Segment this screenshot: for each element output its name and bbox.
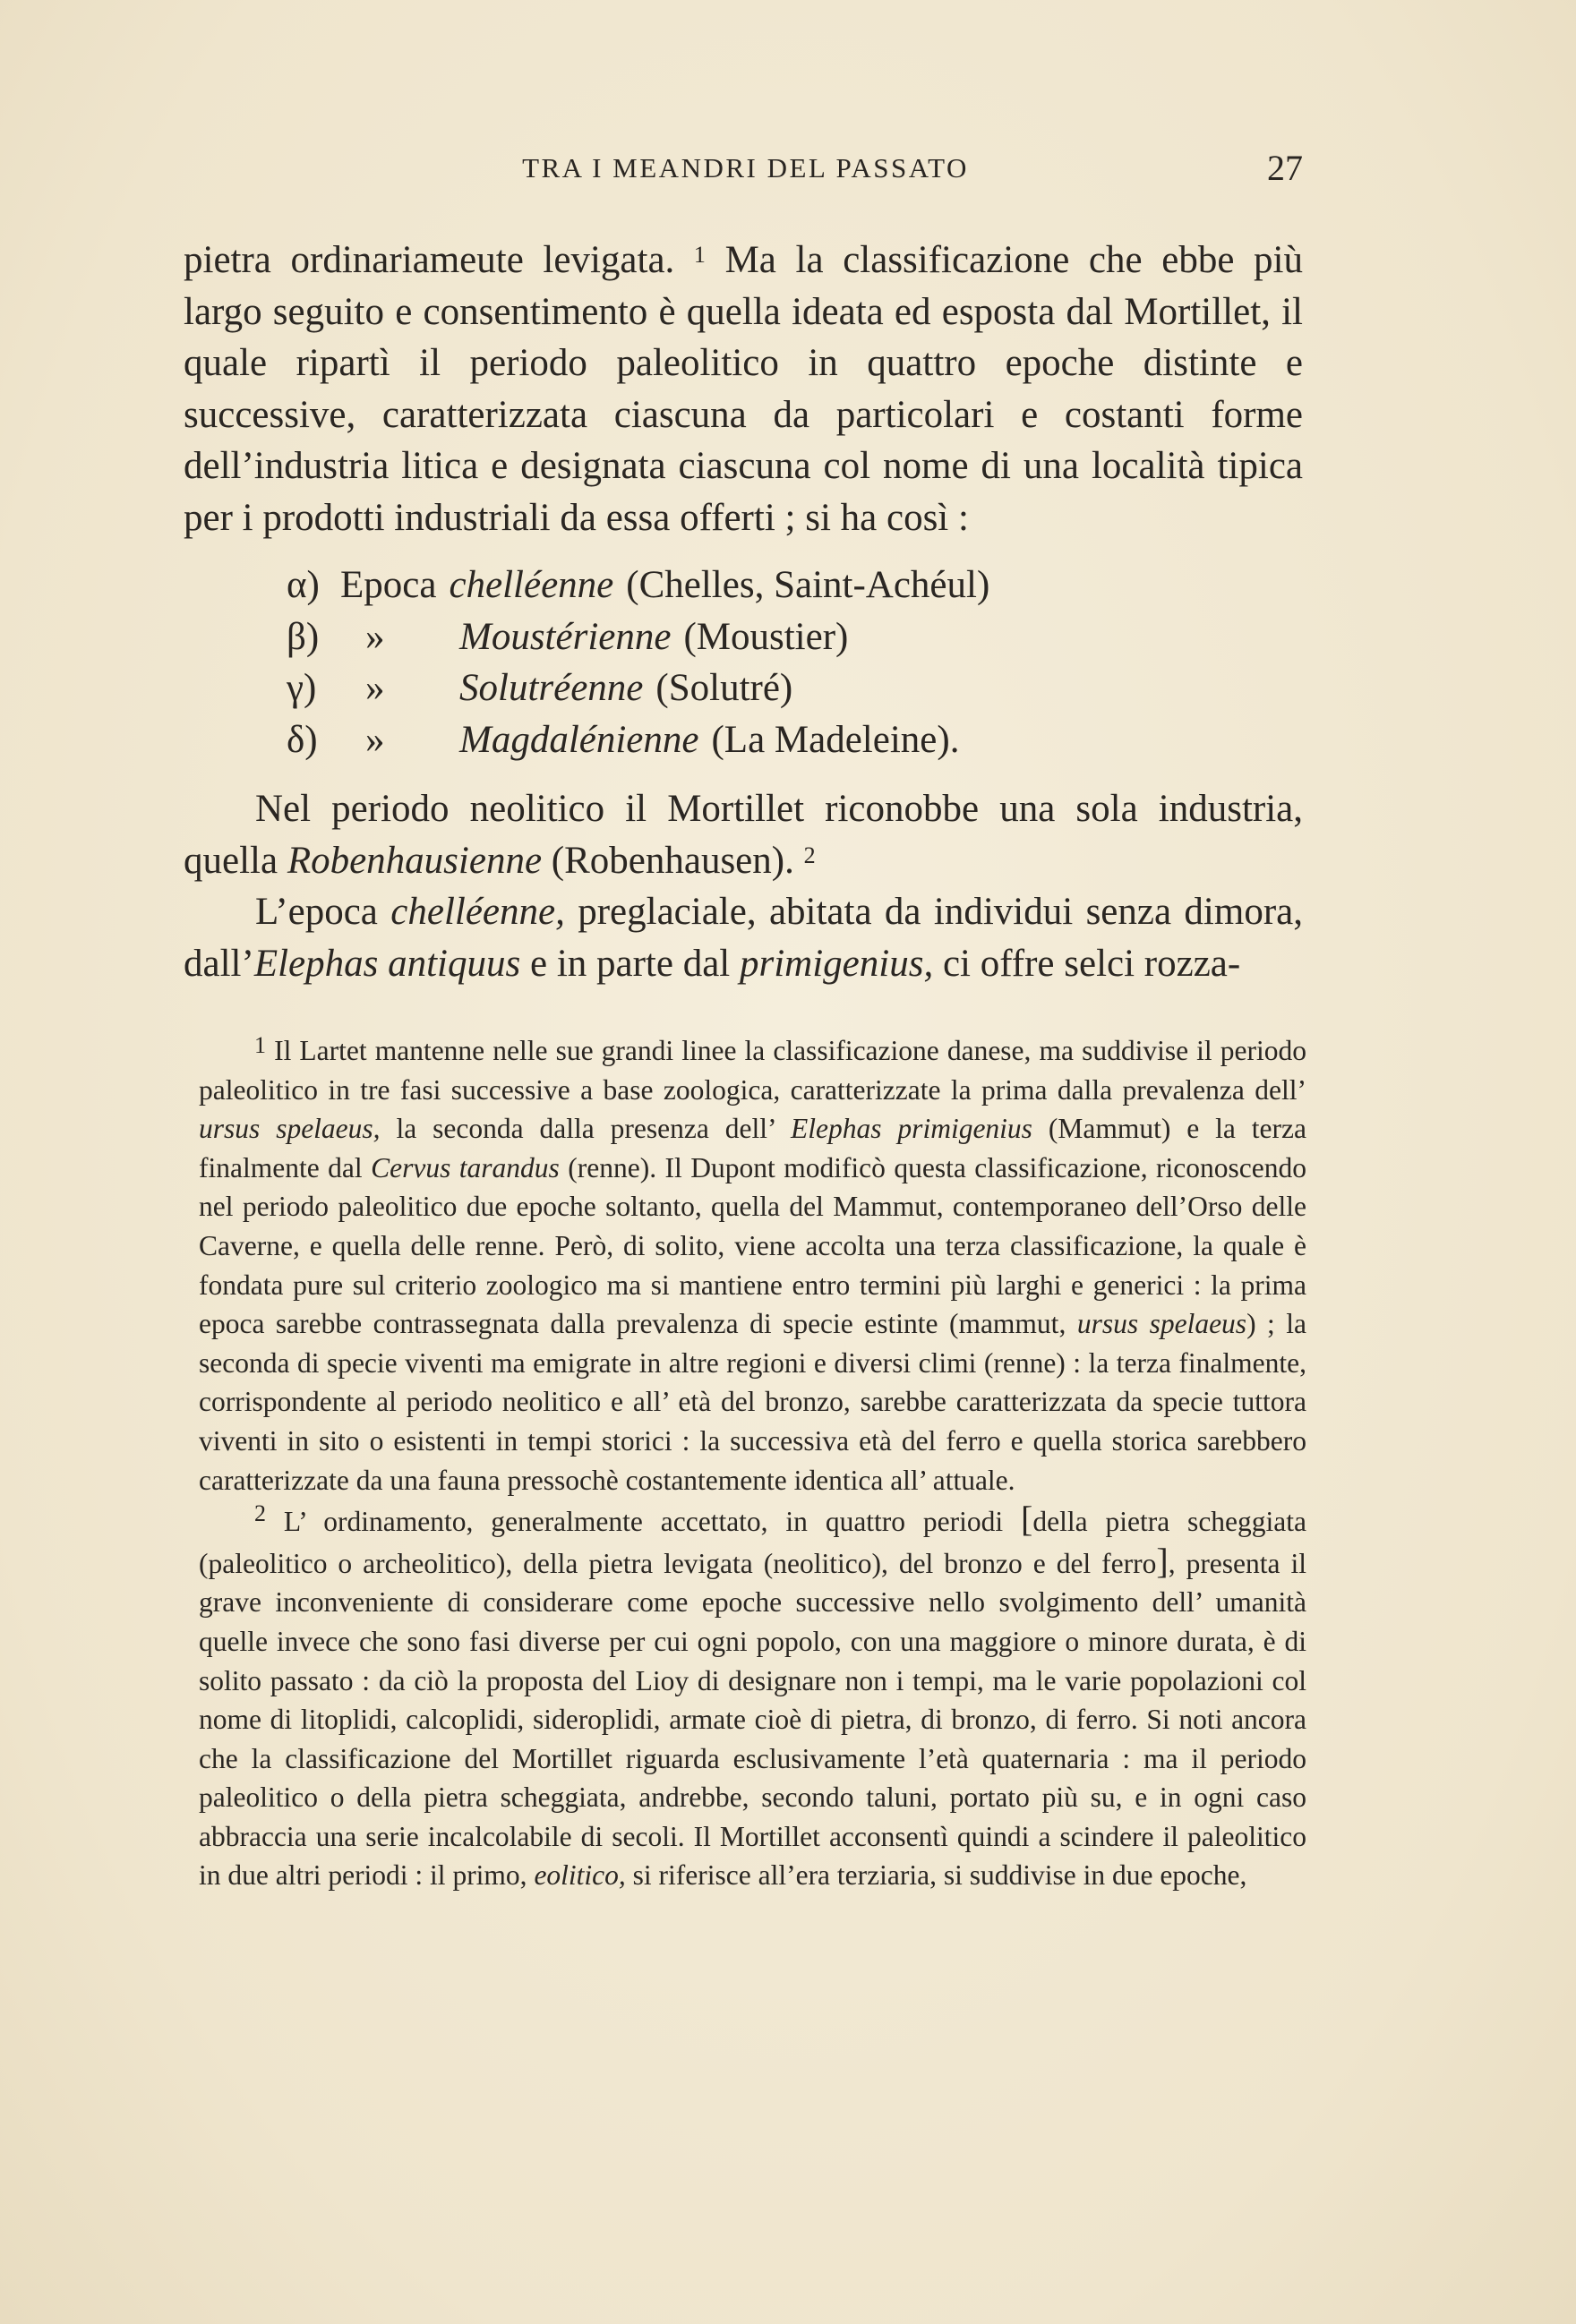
paragraph-1 [184, 235, 1303, 543]
footnote-1-text-1: Il Lartet mantenne nelle sue grandi linee la classificazione danese, ma suddivise il periodo paleolitico in tre fasi successive a base zoologica, caratterizzate la prima dalla prevalenza dell’ [199, 1035, 1306, 1106]
epoch-item [287, 714, 1303, 766]
main-text [184, 235, 1303, 989]
epoch-name: Moustérienne [459, 615, 672, 658]
epoch-name: chelléenne [449, 564, 614, 606]
ditto-mark: » [365, 615, 385, 658]
paragraph-2 [184, 783, 1303, 886]
footnote-1-text-5: ) ; la seconda di specie viventi ma emigrate in altre regioni e diversi climi (renne) : la terza finalmente, corrispondente al periodo neolitico e all’ età del bronzo, sarebbe caratterizzata da specie tuttora viventi in sito o esistenti in tempi storici : la successiva età del ferro e quella storica sarebbero caratterizzate da una fauna pressochè costantemente identica all’ attuale. [199, 1308, 1307, 1496]
paragraph-3-text-b: preglaciale, abitata da individui senza dimora, dall’ [184, 891, 1303, 985]
page-header [179, 148, 1312, 197]
footnote-2-text-4: si riferisce all’era terziaria, si suddivise in due epoche, [625, 1859, 1247, 1892]
footnote-2-italic-1: eolitico, [534, 1859, 626, 1892]
epoch-label: Epoca [340, 564, 437, 606]
paragraph-3-italic-2: Elephas antiquus [253, 942, 521, 985]
footnote-1-text-4: (renne). Il Dupont modificò questa classificazione, riconoscendo nel periodo paleolitico due epoche soltanto, quella del Mammut, contemporaneo dell’Orso delle Caverne, e quella delle renne. Però, di solito, viene accolta una terza classificazione, la quale è fondata pure sul criterio zoologico ma si mantiene entro termini più larghi e generici : la prima epoca sarebbe contrassegnata dalla prevalenza di specie estinte (mammut, [199, 1151, 1306, 1340]
footnote-ref-2: 2 [803, 842, 816, 868]
ditto-mark: » [365, 667, 385, 709]
paragraph-3-text-d: ci offre selci rozza- [933, 942, 1241, 985]
epoch-place: (Chelles, Saint-Achéul) [626, 564, 990, 606]
footnote-1-text-3: (Mammut) e la terza finalmente dal [199, 1113, 1306, 1183]
footnote-1-italic-2: Elephas primigenius [791, 1113, 1032, 1145]
page-number: 27 [1267, 148, 1303, 188]
epoch-letter: α) [287, 564, 320, 606]
epoch-item [287, 611, 1303, 663]
paragraph-3 [184, 886, 1303, 989]
epoch-item [287, 560, 1303, 611]
paragraph-1-text-a: pietra ordinariameute levigata. [184, 239, 694, 281]
paragraph-3-italic-3: primigenius, [740, 942, 934, 985]
epoch-name: Solutréenne [459, 667, 644, 709]
epoch-place: (La Madeleine). [711, 718, 960, 761]
paragraph-2-italic: Robenhausienne [287, 839, 543, 882]
footnote-2-text-2: della pietra scheggiata (paleolitico o archeolitico), della pietra levigata (neolitico), del bronzo e del ferro [199, 1506, 1306, 1579]
ditto-mark: » [365, 718, 385, 761]
footnote-1-italic-4: ursus spelaeus [1076, 1308, 1247, 1340]
footnote-1-italic-1: ursus spelaeus, [199, 1113, 381, 1145]
paragraph-2-text-b: (Robenhausen). [542, 839, 804, 882]
epoch-letter: γ) [287, 667, 317, 709]
epoch-place: (Moustier) [683, 615, 849, 658]
paragraph-1-text-b: Ma la classificazione che ebbe più largo seguito e consentimento è quella ideata ed esposta dal Mortillet, il quale ripartì il periodo paleolitico in quattro epoche distinte e successive, caratterizzata ciascuna da particolari e costanti forme dell’industria litica e designata ciascuna col nome di una località tipica per i prodotti industriali da essa offerti ; si ha così : [184, 239, 1303, 539]
epoch-letter: δ) [287, 718, 318, 761]
footnote-1-italic-3: Cervus tarandus [371, 1151, 560, 1183]
footnote-1-text-2: la seconda dalla presenza dell’ [380, 1113, 792, 1145]
footnote-number: 2 [254, 1500, 266, 1527]
epoch-item [287, 662, 1303, 714]
footnote-1 [199, 1031, 1306, 1499]
close-bracket: ] [1156, 1540, 1169, 1581]
paragraph-3-italic-1: chelléenne, [390, 891, 565, 933]
open-bracket: [ [1021, 1499, 1033, 1540]
footnote-2 [199, 1499, 1306, 1895]
running-head: TRA I MEANDRI DEL PASSATO [522, 152, 969, 184]
footnotes [199, 1031, 1306, 1895]
epoch-list [287, 560, 1303, 765]
footnote-2-text-3: , presenta il grave inconveniente di considerare come epoche successive nello svolgimento dell’ umanità quelle invece che sono fasi diverse per cui ogni popolo, con una maggiore o minore durata, è di solito passato : da ciò la proposta del Lioy di designare non i tempi, ma le varie popolazioni col nome di litoplidi, calcoplidi, sideroplidi, armate cioè di pietra, di bronzo, di ferro. Si noti ancora che la classificazione del Mortillet riguarda esclusivamente l’età quaternaria : ma il periodo paleolitico o della pietra scheggiata, andrebbe, secondo taluni, portato più su, e in ogni caso abbraccia una serie incalcolabile di secoli. Il Mortillet acconsentì quindi a scindere il paleolitico in due altri periodi : il primo, [199, 1547, 1306, 1892]
footnote-2-text-1: L’ ordinamento, generalmente accettato, in quattro periodi [266, 1506, 1022, 1538]
epoch-name: Magdalénienne [459, 718, 699, 761]
footnote-ref-1: 1 [693, 242, 706, 268]
paragraph-2-text-a: Nel periodo neolitico il Mortillet riconobbe una sola industria, quella [184, 788, 1303, 882]
paragraph-3-text-c: e in parte dal [520, 942, 740, 985]
footnote-number: 1 [254, 1032, 266, 1058]
paragraph-3-text-a: L’epoca [255, 891, 391, 933]
epoch-letter: β) [287, 615, 320, 658]
epoch-place: (Solutré) [655, 667, 793, 709]
